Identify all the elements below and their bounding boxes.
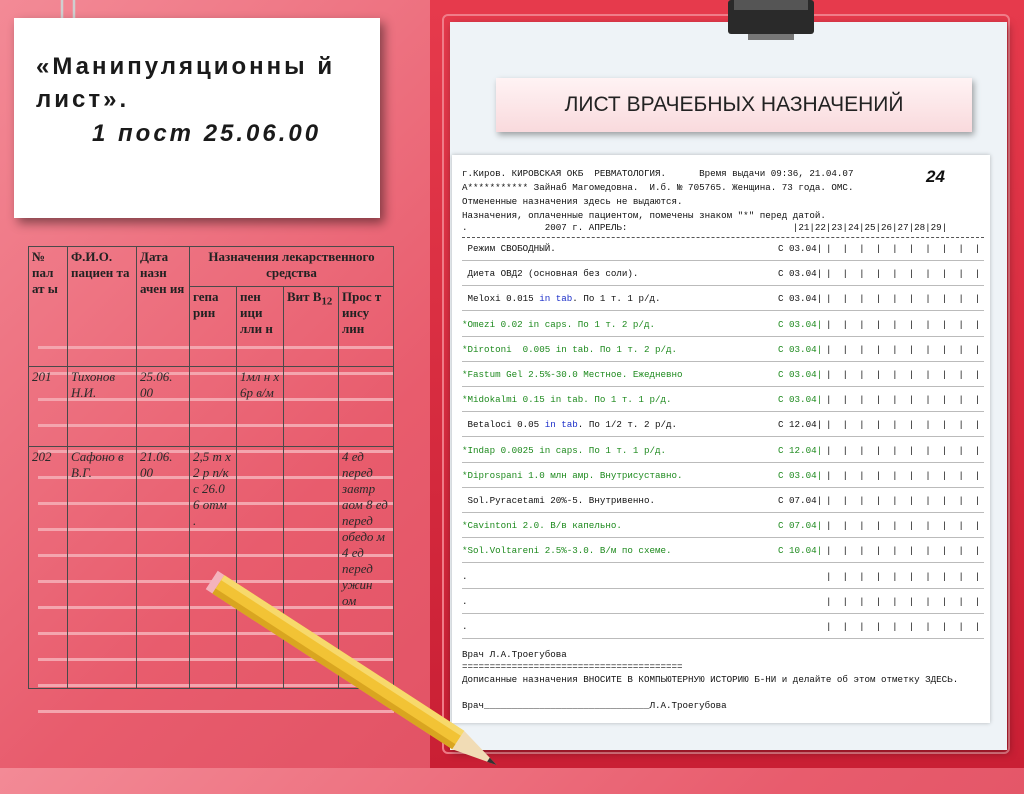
day-columns: | | | | | | | | | | bbox=[826, 369, 981, 380]
doctor-name: Врач Л.А.Троегубова bbox=[462, 649, 567, 660]
title-line-1: «Манипуляционны й лист». bbox=[36, 53, 336, 113]
prescription-text: *Omezi 0.02 in caps. По 1 т. 2 р/д. bbox=[462, 318, 655, 330]
prescription-row bbox=[462, 293, 984, 307]
prescription-date: С 12.04| bbox=[778, 444, 823, 456]
header-prescriptions: Назначения лекарственного средства bbox=[190, 247, 394, 287]
doc-header-line: Отмененные назначения здесь не выдаются. bbox=[462, 196, 683, 207]
prescription-text: *Diprospani 1.0 млн амр. Внутрисуставно. bbox=[462, 469, 683, 481]
doc-header-line: . 2007 г. АПРЕЛЬ: |21|22|23|24|25|26|27|28|29| bbox=[462, 222, 948, 233]
divider bbox=[462, 237, 984, 238]
row-divider bbox=[462, 487, 984, 488]
row-divider bbox=[462, 588, 984, 589]
row-divider bbox=[462, 462, 984, 463]
doc-note: Дописанные назначения ВНОСИТЕ В КОМПЬЮТЕРНУЮ ИСТОРИЮ Б-НИ и делайте об этом отметку ЗДЕСЬ. bbox=[462, 674, 959, 685]
binder-clip-icon bbox=[722, 0, 820, 40]
cell-penicillin bbox=[237, 447, 284, 689]
prescription-date: С 03.04| bbox=[778, 293, 823, 305]
manipulation-table bbox=[28, 246, 394, 689]
prescription-date: С 10.04| bbox=[778, 545, 823, 557]
page-number: 24 bbox=[926, 167, 945, 186]
cell-date: 25.06. 00 bbox=[137, 367, 190, 447]
prescription-text: *Dirotoni 0.005 in tab. По 1 т. 2 р/д. bbox=[462, 343, 678, 355]
cell-name: Сафоно в В.Г. bbox=[68, 447, 137, 689]
row-divider bbox=[462, 613, 984, 614]
prescription-text: . bbox=[462, 595, 468, 607]
prescription-date: С 03.04| bbox=[778, 268, 823, 280]
prescription-text: Режим СВОБОДНЫЙ. bbox=[462, 243, 556, 254]
prescription-row bbox=[462, 596, 984, 610]
day-columns: | | | | | | | | | | bbox=[826, 419, 981, 431]
prescription-row bbox=[462, 621, 984, 635]
prescription-text: *Indap 0.0025 in caps. По 1 т. 1 р/д. bbox=[462, 444, 666, 456]
header-date: Дата назн ачен ия bbox=[137, 247, 190, 367]
row-divider bbox=[462, 386, 984, 387]
cell-insulin: 4 ед перед завтр аом 8 ед перед обедо м 4 ед перед ужин ом bbox=[339, 447, 394, 689]
doc-header-line: г.Киров. КИРОВСКАЯ ОКБ РЕВМАТОЛОГИЯ. Время выдачи 09:36, 21.04.07 bbox=[462, 168, 854, 179]
header-ward: № пал ат ы bbox=[29, 247, 68, 367]
day-columns: | | | | | | | | | | bbox=[826, 268, 981, 280]
day-columns: | | | | | | | | | | bbox=[826, 520, 981, 532]
day-columns: | | | | | | | | | | bbox=[826, 444, 981, 456]
prescription-text: Диета ОВД2 (основная без соли). bbox=[462, 268, 639, 280]
day-columns: | | | | | | | | | | bbox=[826, 318, 981, 330]
row-divider bbox=[462, 562, 984, 563]
prescription-text: . bbox=[462, 621, 468, 632]
prescription-text: Meloxi 0.015 in tab. По 1 т. 1 р/д. bbox=[462, 293, 661, 305]
header-insulin: Прос т инсу лин bbox=[339, 287, 394, 367]
doc-header-line: А*********** Зайнаб Магомедовна. И.б. № 705765. Женщина. 73 года. ОМС. bbox=[462, 182, 854, 193]
prescription-date: С 07.04| bbox=[778, 520, 823, 532]
day-columns: | | | | | | | | | | bbox=[826, 621, 981, 632]
prescription-text: . bbox=[462, 570, 468, 582]
row-divider bbox=[462, 436, 984, 437]
prescription-text: Betaloci 0.05 in tab. По 1/2 т. 2 р/д. bbox=[462, 419, 678, 431]
title-line-2: 1 пост 25.06.00 bbox=[92, 120, 322, 147]
cell-name: Тихонов Н.И. bbox=[68, 367, 137, 447]
header-penicillin: пен ици лли н bbox=[237, 287, 284, 367]
day-columns: | | | | | | | | | | bbox=[826, 394, 981, 406]
prescription-date: С 07.04| bbox=[778, 495, 823, 506]
day-columns: | | | | | | | | | | bbox=[826, 495, 981, 506]
prescription-date: С 03.04| bbox=[778, 369, 823, 380]
prescription-date: С 03.04| bbox=[778, 243, 823, 254]
prescription-date: С 12.04| bbox=[778, 419, 823, 431]
table-row bbox=[29, 367, 394, 447]
prescription-row bbox=[462, 243, 984, 257]
prescription-text: *Midokalmi 0.15 in tab. По 1 т. 1 р/д. bbox=[462, 394, 672, 406]
header-name: Ф.И.О. пациен та bbox=[68, 247, 137, 367]
prescription-row bbox=[462, 545, 984, 559]
cell-date: 21.06. 00 bbox=[137, 447, 190, 689]
prescription-date: С 03.04| bbox=[778, 343, 823, 355]
cell-insulin bbox=[339, 367, 394, 447]
cell-ward: 202 bbox=[29, 447, 68, 689]
header-heparin: гепа рин bbox=[190, 287, 237, 367]
prescription-row bbox=[462, 495, 984, 509]
header-vitamin: Вит $B_{12}$ bbox=[284, 287, 339, 367]
prescription-row bbox=[462, 445, 984, 459]
prescription-row bbox=[462, 520, 984, 534]
doctor-signature: Врач______________________________Л.А.Троегубова bbox=[462, 700, 727, 711]
cell-vitamin bbox=[284, 367, 339, 447]
prescription-row bbox=[462, 344, 984, 358]
day-columns: | | | | | | | | | | bbox=[826, 343, 981, 355]
day-columns: | | | | | | | | | | bbox=[826, 469, 981, 481]
cell-ward: 201 bbox=[29, 367, 68, 447]
sheet-title: ЛИСТ ВРАЧЕБНЫХ НАЗНАЧЕНИЙ bbox=[496, 78, 972, 132]
equals-line: ======================================== bbox=[462, 661, 683, 672]
day-columns: | | | | | | | | | | bbox=[826, 545, 981, 557]
prescription-date: С 03.04| bbox=[778, 394, 823, 406]
prescription-row bbox=[462, 419, 984, 433]
row-divider bbox=[462, 361, 984, 362]
prescription-row bbox=[462, 394, 984, 408]
title-card bbox=[14, 18, 380, 218]
row-divider bbox=[462, 285, 984, 286]
prescription-row bbox=[462, 369, 984, 383]
prescription-row bbox=[462, 268, 984, 282]
row-divider bbox=[462, 336, 984, 337]
day-columns: | | | | | | | | | | bbox=[826, 570, 981, 582]
day-columns: | | | | | | | | | | bbox=[826, 243, 981, 254]
prescription-text: *Fastum Gel 2.5%-30.0 Местное. Ежедневно bbox=[462, 369, 683, 380]
day-columns: | | | | | | | | | | bbox=[826, 595, 981, 607]
row-divider bbox=[462, 537, 984, 538]
prescription-row bbox=[462, 571, 984, 585]
prescription-date: С 03.04| bbox=[778, 469, 823, 481]
prescription-text: *Sol.Voltareni 2.5%-3.0. В/м по схеме. bbox=[462, 545, 672, 557]
row-divider bbox=[462, 310, 984, 311]
prescription-date: С 03.04| bbox=[778, 318, 823, 330]
row-divider bbox=[462, 512, 984, 513]
prescription-text: Sol.Pyracetami 20%-5. Внутривенно. bbox=[462, 495, 655, 506]
cell-heparin: 2,5 т х 2 р п/к с 26.0 6 отм . bbox=[190, 447, 237, 689]
prescription-document bbox=[452, 155, 990, 723]
prescription-text: *Cavintoni 2.0. В/в капельно. bbox=[462, 520, 622, 532]
prescription-row bbox=[462, 470, 984, 484]
row-divider bbox=[462, 411, 984, 412]
prescription-row bbox=[462, 319, 984, 333]
day-columns: | | | | | | | | | | bbox=[826, 293, 981, 305]
doc-header-line: Назначения, оплаченные пациентом, помечены знаком "*" перед датой. bbox=[462, 210, 826, 221]
row-divider bbox=[462, 260, 984, 261]
cell-heparin bbox=[190, 367, 237, 447]
cell-penicillin: 1мл н х 6р в/м bbox=[237, 367, 284, 447]
row-divider bbox=[462, 638, 984, 639]
